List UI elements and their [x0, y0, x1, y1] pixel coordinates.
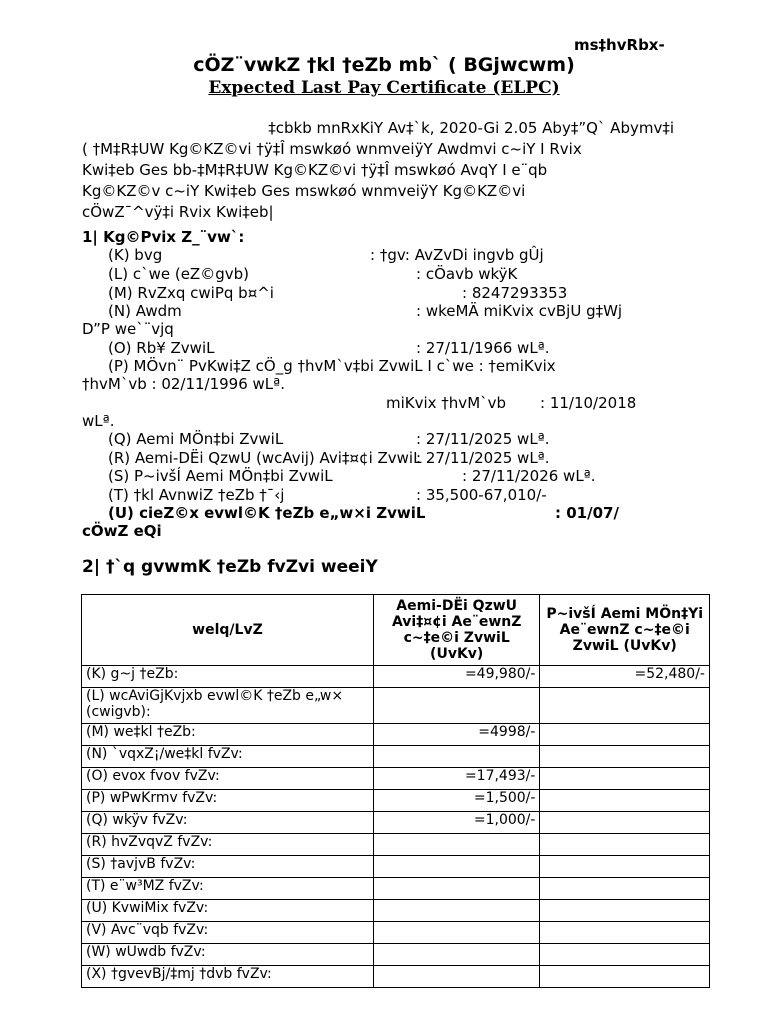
row-value-final: [540, 688, 710, 724]
header-tag: ms‡hvRbx-: [574, 36, 665, 54]
row-value-prl: [373, 834, 540, 856]
row-value-final: [540, 966, 710, 988]
row-value-final: [540, 878, 710, 900]
row-value-final: [540, 922, 710, 944]
row-label: (V) Avc¨vqb fvZv:: [82, 922, 374, 944]
field-label: (T) †kl AvnwiZ †eZb †¯‹j: [108, 486, 285, 504]
row-label: (T) e¨w³MZ fvZv:: [82, 878, 374, 900]
row-value-final: [540, 900, 710, 922]
row-value-prl: [373, 856, 540, 878]
row-label: (Q) wkÿv fvZv:: [82, 812, 374, 834]
field-label: (O) Rb¥ ZvwiL: [108, 339, 215, 357]
row-label: (R) hvZvqvZ fvZv:: [82, 834, 374, 856]
field-value-cont: †hvM`vb : 02/11/1996 wLª.: [82, 375, 285, 393]
field-label: (Q) Aemi MÖn‡bi ZvwiL: [108, 430, 284, 448]
intro-line: Kwi‡eb Ges bb-‡M‡R‡UW Kg©KZ©vi †ÿ‡Î mswkøó AvqY I e¨qb: [82, 161, 548, 179]
field-value: : †gv: AvZvDi ingvb gÛj: [370, 246, 544, 264]
field-label: (S) P~ivšÍ Aemi MÖn‡bi ZvwiL: [108, 467, 333, 485]
field-value: : 8247293353: [462, 284, 568, 302]
row-label: (O) evox fvov fvZv:: [82, 768, 374, 790]
row-value-final: [540, 812, 710, 834]
table-row: [82, 944, 710, 966]
table-row: [82, 834, 710, 856]
row-value-prl: =1,500/-: [373, 790, 540, 812]
field-label: (P) MÖvn¨ PvKwi‡Z cÖ_g †hvM`v‡bi ZvwiL I c`we : †emiKvix: [108, 357, 556, 375]
row-label: (K) g~j †eZb:: [82, 666, 374, 688]
field-label: (L) c`we (eZ©gvb): [108, 265, 249, 283]
row-value-final: [540, 944, 710, 966]
row-label: (U) KvwiMix fvZv:: [82, 900, 374, 922]
table-row: [82, 812, 710, 834]
table-row: [82, 900, 710, 922]
table-header-row: [82, 595, 710, 666]
row-value-final: [540, 790, 710, 812]
row-value-prl: =1,000/-: [373, 812, 540, 834]
field-value-cont: wLª.: [82, 412, 115, 430]
table-row: [82, 746, 710, 768]
intro-line: ( †M‡R‡UW Kg©KZ©vi †ÿ‡Î mswkøó wnmveiÿY Awdmvi c~iY I Rvix: [82, 140, 582, 158]
row-value-final: [540, 768, 710, 790]
field-value: : 11/10/2018: [540, 394, 637, 412]
section1-heading: 1| Kg©Pvix Z_¨vw`:: [82, 228, 245, 246]
row-value-prl: [373, 922, 540, 944]
row-label: (S) †avjvB fvZv:: [82, 856, 374, 878]
row-value-prl: [373, 878, 540, 900]
intro-line: ‡cbkb mnRxKiY Av‡`k, 2020-Gi 2.05 Aby‡”Q` Abymv‡i: [268, 119, 674, 137]
field-label: miKvix †hvM`vb: [386, 394, 507, 412]
row-label: (W) wUwdb fvZv:: [82, 944, 374, 966]
row-value-prl: =4998/-: [373, 724, 540, 746]
field-value: : wkeMÄ miKvix cvBjU g‡Wj: [416, 302, 623, 320]
field-label: (M) RvZxq cwiPq b¤^i: [108, 284, 274, 302]
field-value-cont: D”P we`¨vjq: [82, 320, 174, 338]
row-label: (X) †gvevBj/‡mj †dvb fvZv:: [82, 966, 374, 988]
column-header: Aemi-DËi QzwU Avi‡¤¢i Ae¨ewnZ c~‡e©i ZvwiL (UvKv): [373, 595, 540, 666]
table-row: [82, 878, 710, 900]
table-row: [82, 966, 710, 988]
document-title: cÖZ¨vwkZ †kl †eZb mb` ( BGjwcwm): [193, 54, 575, 76]
intro-paragraph: [82, 118, 674, 223]
field-value-cont: cÖwZ eQi: [82, 522, 162, 540]
row-value-prl: [373, 966, 540, 988]
row-value-final: [540, 856, 710, 878]
column-header: P~ivšÍ Aemi MÖn‡Yi Ae¨ewnZ c~‡e©i ZvwiL (UvKv): [540, 595, 710, 666]
intro-line: Kg©KZ©v c~iY Kwi‡eb Ges mswkøó wnmveiÿY Kg©KZ©vi: [82, 182, 526, 200]
document-subtitle: Expected Last Pay Certificate (ELPC): [208, 78, 560, 98]
row-value-final: [540, 834, 710, 856]
field-label: (R) Aemi-DËi QzwU (wcAvij) Avi‡¤¢i ZvwiL: [108, 449, 422, 467]
table-row: [82, 688, 710, 724]
field-value: : cÖavb wkÿK: [416, 265, 518, 283]
field-value: : 01/07/: [555, 504, 619, 522]
intro-line: cÖwZ¯^vÿ‡i Rvix Kwi‡eb|: [82, 203, 274, 221]
row-label: (M) we‡kl †eZb:: [82, 724, 374, 746]
row-value-prl: [373, 900, 540, 922]
row-label: (P) wPwKrmv fvZv:: [82, 790, 374, 812]
field-value: : 27/11/2025 wLª.: [416, 430, 550, 448]
table-row: [82, 724, 710, 746]
row-value-prl: =17,493/-: [373, 768, 540, 790]
row-value-final: [540, 724, 710, 746]
table-row: [82, 666, 710, 688]
field-value: : 27/11/2025 wLª.: [416, 449, 550, 467]
field-label: (N) Awdm: [108, 302, 182, 320]
row-value-prl: [373, 944, 540, 966]
field-value: : 35,500-67,010/-: [416, 486, 547, 504]
row-value-prl: [373, 688, 540, 724]
row-label: (N) `vqxZ¡/we‡kl fvZv:: [82, 746, 374, 768]
pay-table-body: [82, 666, 710, 988]
pay-table: [81, 594, 710, 988]
row-label: (L) wcAviGjKvjxb evwl©K †eZb e„w× (cwigvb):: [82, 688, 374, 724]
field-label: (K) bvg: [108, 246, 163, 264]
field-value: : 27/11/2026 wLª.: [462, 467, 596, 485]
table-row: [82, 856, 710, 878]
row-value-final: [540, 746, 710, 768]
row-value-prl: =49,980/-: [373, 666, 540, 688]
table-row: [82, 922, 710, 944]
table-row: [82, 790, 710, 812]
row-value-prl: [373, 746, 540, 768]
column-header: welq/LvZ: [82, 595, 374, 666]
field-value: : 27/11/1966 wLª.: [416, 339, 550, 357]
section2-heading: 2| †`q gvwmK †eZb fvZvi weeiY: [82, 557, 378, 577]
field-label: (U) cieZ©x evwl©K †eZb e„w×i ZvwiL: [108, 504, 426, 522]
row-value-final: =52,480/-: [540, 666, 710, 688]
table-row: [82, 768, 710, 790]
